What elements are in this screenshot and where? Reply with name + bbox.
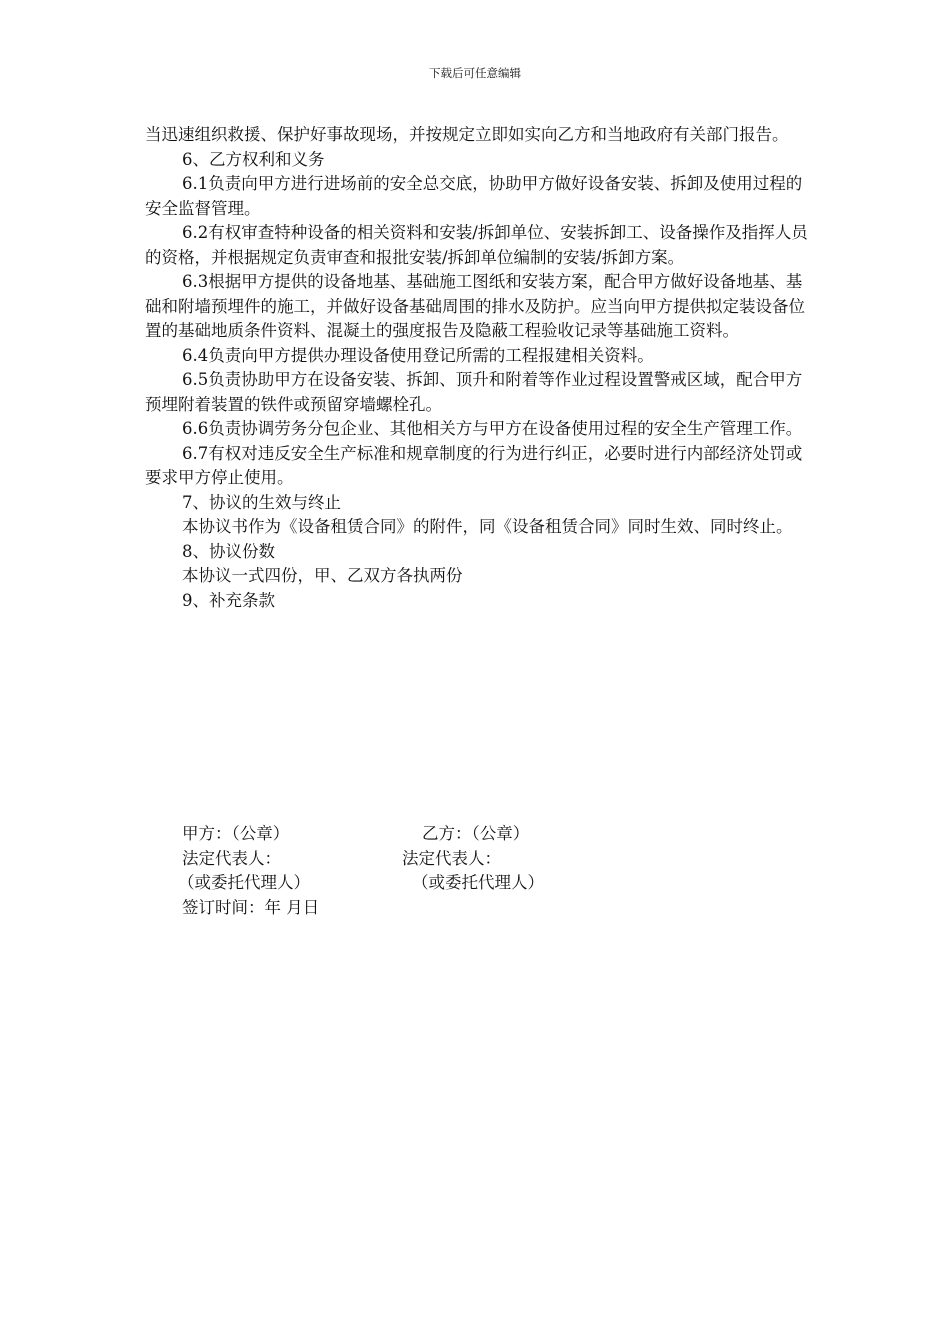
clause-6-2: 6.2有权审查特种设备的相关资料和安装/拆卸单位、安装拆卸工、设备操作及指挥人员的资格，并根据规定负责审查和报批安装/拆卸单位编制的安装/拆卸方案。 xyxy=(145,223,808,267)
sign-date: 签订时间：年 月日 xyxy=(182,897,320,917)
section-6-heading: 6、乙方权利和义务 xyxy=(182,149,325,169)
party-b-seal: 乙方：（公章） xyxy=(422,824,530,843)
clause-6-1: 6.1负责向甲方进行进场前的安全总交底，协助甲方做好设备安装、拆卸及使用过程的安全监督管理。 xyxy=(145,174,803,218)
section-7-heading: 7、协议的生效与终止 xyxy=(182,492,341,512)
agreement-body xyxy=(145,123,811,613)
paragraph-continuation: 当迅速组织救援、保护好事故现场，并按规定立即如实向乙方和当地政府有关部门报告。 xyxy=(145,125,789,144)
section-8-text: 本协议一式四份，甲、乙双方各执两份 xyxy=(182,566,463,585)
party-a-representative: 法定代表人： xyxy=(182,848,281,868)
page-header-note: 下载后可任意编辑 xyxy=(429,66,521,80)
clause-6-4: 6.4负责向甲方提供办理设备使用登记所需的工程报建相关资料。 xyxy=(182,345,654,365)
party-b-representative: 法定代表人： xyxy=(402,848,501,868)
clause-6-7: 6.7有权对违反安全生产标准和规章制度的行为进行纠正，必要时进行内部经济处罚或要求甲方停止使用。 xyxy=(145,443,803,487)
section-9-heading: 9、补充条款 xyxy=(182,590,275,610)
party-a-agent: （或委托代理人） xyxy=(178,873,310,892)
section-8-heading: 8、协议份数 xyxy=(182,541,275,561)
clause-6-3: 6.3根据甲方提供的设备地基、基础施工图纸和安装方案，配合甲方做好设备地基、基础和附墙预埋件的施工，并做好设备基础周围的排水及防护。应当向甲方提供拟定装设备位置的基础地质条件资料、混凝土的强度报告及隐蔽工程验收记录等基础施工资料。 xyxy=(145,272,805,340)
clause-6-6: 6.6负责协调劳务分包企业、其他相关方与甲方在设备使用过程的安全生产管理工作。 xyxy=(182,419,803,438)
party-b-agent: （或委托代理人） xyxy=(412,873,544,892)
party-a-seal: 甲方：（公章） xyxy=(182,824,290,843)
clause-6-5: 6.5负责协助甲方在设备安装、拆卸、顶升和附着等作业过程设置警戒区域，配合甲方预埋附着装置的铁件或预留穿墙螺栓孔。 xyxy=(145,370,803,414)
section-7-text: 本协议书作为《设备租赁合同》的附件，同《设备租赁合同》同时生效、同时终止。 xyxy=(182,517,793,536)
